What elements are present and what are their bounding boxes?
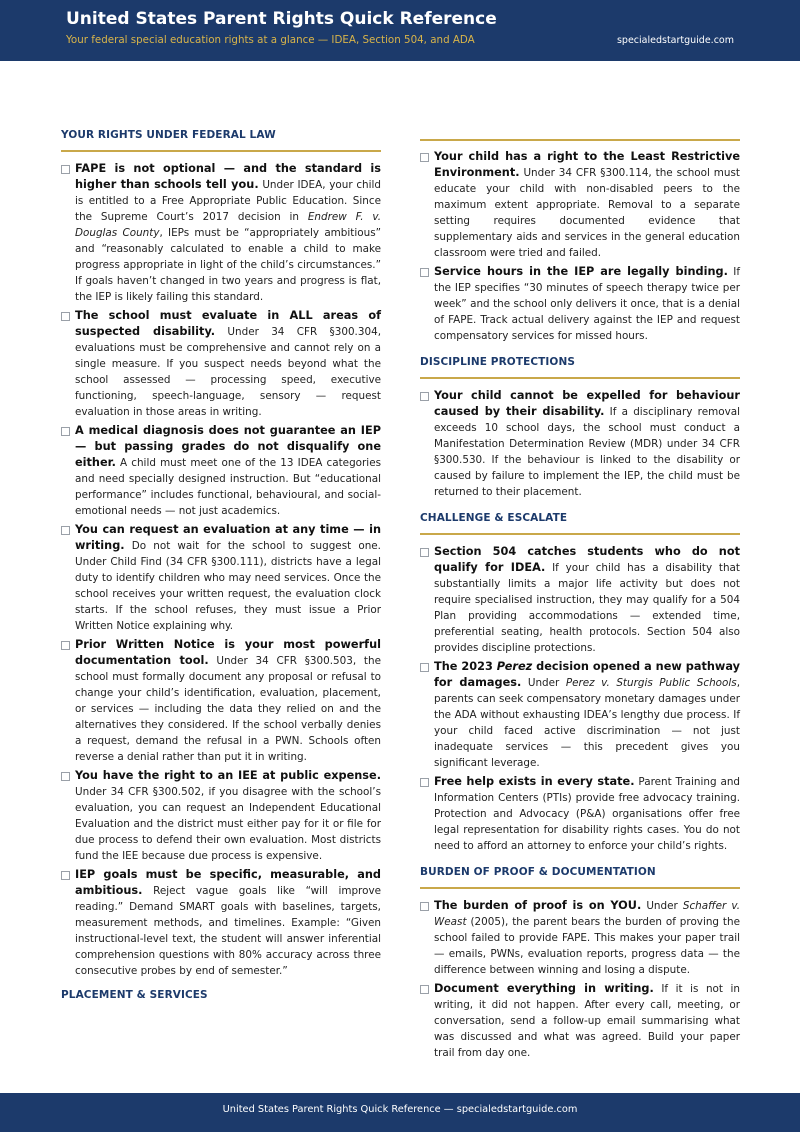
checklist-item-free-help [420,774,740,854]
checkbox[interactable] [61,871,70,880]
item-title: A medical diagnosis does not guarantee an IEP — but passing grades do not disqualify one either. [75,424,381,469]
checklist-item-hours [420,264,740,344]
item-text: , parents can seek compensatory monetary damages under the ADA without exhausting IDEA’s lengthy due process. If your child faced active discrimination — not just inadequate services — this precedent gives you significant leverage. [434,677,740,769]
checklist-item-evaluate [61,308,381,420]
checkbox[interactable] [420,902,429,911]
checkbox[interactable] [61,772,70,781]
checkbox[interactable] [420,153,429,162]
item-text: Under [641,900,683,912]
item-title: Your child cannot be expelled for behaviour caused by their disability. [434,389,740,418]
item-text: Reject vague goals like “will improve reading.” Demand SMART goals with baselines, targets, measurement methods, and timelines. Example: “Given instructional-level text, the student will answer inferential comprehension questions with 80% accuracy across three consecutive probes by end of semester.” [75,885,381,977]
item-title: Prior Written Notice is your most powerful documentation tool. [75,638,381,667]
case-name: Perez v. Sturgis Public Schools [565,677,737,689]
item-title: Section 504 catches students who do not qualify for IDEA. [434,545,740,574]
section-heading-placement: PLACEMENT & SERVICES [61,989,208,1001]
page-title: United States Parent Rights Quick Reference [66,9,497,29]
checkbox[interactable] [420,778,429,787]
case-name: Endrew F. v. Douglas County [75,211,381,239]
footer-text: United States Parent Rights Quick Reference — specialedstartguide.com [222,1104,578,1115]
section-divider [420,139,740,141]
checklist-item-document [420,981,740,1061]
item-text: If your child has a disability that substantially limits a major life activity but does not require specialised instruction, they may qualify for a 504 Plan providing accommodations — extended time, preferential seating, health protocols. Section 504 also provides discipline protections. [434,562,740,654]
checkbox[interactable] [61,427,70,436]
checklist-item-iee [61,768,381,864]
checkbox[interactable] [420,663,429,672]
case-name: Perez [496,660,533,673]
item-title: The burden of proof is on YOU. [434,899,642,912]
item-text: Under 34 CFR §300.304, evaluations must be comprehensive and cannot rely on a single measure. If you suspect needs beyond what the school assessed — processing speed, executive functioning, speech-language, sensory — request evaluation in those areas in writing. [75,326,381,418]
item-text: Under [521,677,566,689]
checklist-item-504 [420,544,740,656]
checklist-item-diagnosis [61,423,381,519]
item-title: Your child has a right to the Least Restrictive Environment. [434,150,740,179]
checklist-item-request [61,522,381,634]
checkbox[interactable] [61,165,70,174]
checklist-item-pwn [61,637,381,765]
item-text: Under 34 CFR §300.503, the school must formally document any proposal or refusal to change your child’s identification, evaluation, placement, or services — including the data they relied on and the alternatives they considered. If the school verbally denies a request, demand the refusal in a PWN. Schools often reverse a denial rather than put it in writing. [75,655,381,763]
checklist-item-goals [61,867,381,979]
item-title: You can request an evaluation at any time — in writing. [75,523,381,552]
site-link[interactable]: specialedstartguide.com [616,35,734,46]
item-text: Parent Training and Information Centers (PTIs) provide free advocacy training. Protection and Advocacy (P&A) organisations offer free legal representation for disability rights cases. You do not need to afford an attorney to enforce your child’s rights. [434,776,740,852]
item-title: You have the right to an IEE at public expense. [75,769,381,782]
item-text: , IEPs must be “appropriately ambitious” and “reasonably calculated to enable a child to make progress appropriate in light of the child’s circumstances.” If goals haven’t changed in two years and progress is flat, the IEP is likely failing this standard. [75,227,381,303]
page-subtitle: Your federal special education rights at a glance — IDEA, Section 504, and ADA [66,34,475,46]
item-text: If the IEP specifies “30 minutes of speech therapy twice per week” and the school only delivers it once, that is a denial of FAPE. Track actual delivery against the IEP and request compensatory services for missed hours. [434,266,740,342]
left-column [61,129,381,1019]
page-header [0,0,800,61]
section-heading-burden: BURDEN OF PROOF & DOCUMENTATION [420,866,740,889]
section-heading-discipline: DISCIPLINE PROTECTIONS [420,356,740,379]
checkbox[interactable] [61,641,70,650]
item-text: Do not wait for the school to suggest one. Under Child Find (34 CFR §300.111), districts have a legal duty to identify children who may need services. Once the school receives your written request, the evaluation clock starts. If the school refuses, they must issue a Prior Written Notice explaining why. [75,540,381,632]
checkbox[interactable] [420,548,429,557]
checkbox[interactable] [61,526,70,535]
item-text: Under IDEA, your child is entitled to a Free Appropriate Public Education. Since the Supreme Court’s 2017 decision in [75,179,381,223]
checklist-item-perez [420,659,740,771]
item-text: If it is not in writing, it did not happen. After every call, meeting, or conversation, send a follow-up email summarising what was discussed and what was agreed. Build your paper trail from day one. [434,983,740,1059]
item-title: Document everything in writing. [434,982,654,995]
checklist-item-burden [420,898,740,978]
item-title: FAPE is not optional — and the standard is higher than schools tell you. [75,162,381,191]
checkbox[interactable] [420,392,429,401]
checklist-item-expel [420,388,740,500]
section-heading-federal: YOUR RIGHTS UNDER FEDERAL LAW [61,129,381,152]
item-text: If a disciplinary removal exceeds 10 school days, the school must conduct a Manifestation Determination Review (MDR) under 34 CFR §300.530. If the behaviour is linked to the disability or caused by failure to implement the IEP, the child must be returned to their placement. [434,406,740,498]
item-title: IEP goals must be specific, measurable, and ambitious. [75,868,381,897]
title-part: decision opened a new pathway for damages. [434,660,740,689]
item-text: (2005), the parent bears the burden of proving the school failed to provide FAPE. This makes your paper trail — emails, PWNs, evaluation reports, progress data — the difference between winning and losing a dispute. [434,916,740,976]
item-text: A child must meet one of the 13 IDEA categories and need specially designed instruction. But “educational performance” includes functional, behavioural, and social-emotional needs — not just academics. [75,457,381,517]
right-column [420,139,740,1064]
section-heading-challenge: CHALLENGE & ESCALATE [420,512,740,535]
page-footer [0,1093,800,1132]
item-text: Under 34 CFR §300.114, the school must educate your child with non-disabled peers to the maximum extent appropriate. Removal to a separate setting requires documented evidence that supplementary aids and services in the general education classroom were tried and failed. [434,167,740,259]
item-title: Service hours in the IEP are legally binding. [434,265,728,278]
checklist-item-lre [420,149,740,261]
item-text: Under 34 CFR §300.502, if you disagree with the school’s evaluation, you can request an Independent Educational Evaluation and the district must either pay for it or file for due process to defend their own evaluation. Most districts fund the IEE because due process is expensive. [75,786,381,862]
case-name: Schaffer v. Weast [434,900,740,928]
item-title: Free help exists in every state. [434,775,635,788]
checkbox[interactable] [420,985,429,994]
title-part: The 2023 [434,660,497,673]
item-title: The school must evaluate in ALL areas of suspected disability. [75,309,381,338]
checkbox[interactable] [420,268,429,277]
checkbox[interactable] [61,312,70,321]
checklist-item-fape [61,161,381,305]
